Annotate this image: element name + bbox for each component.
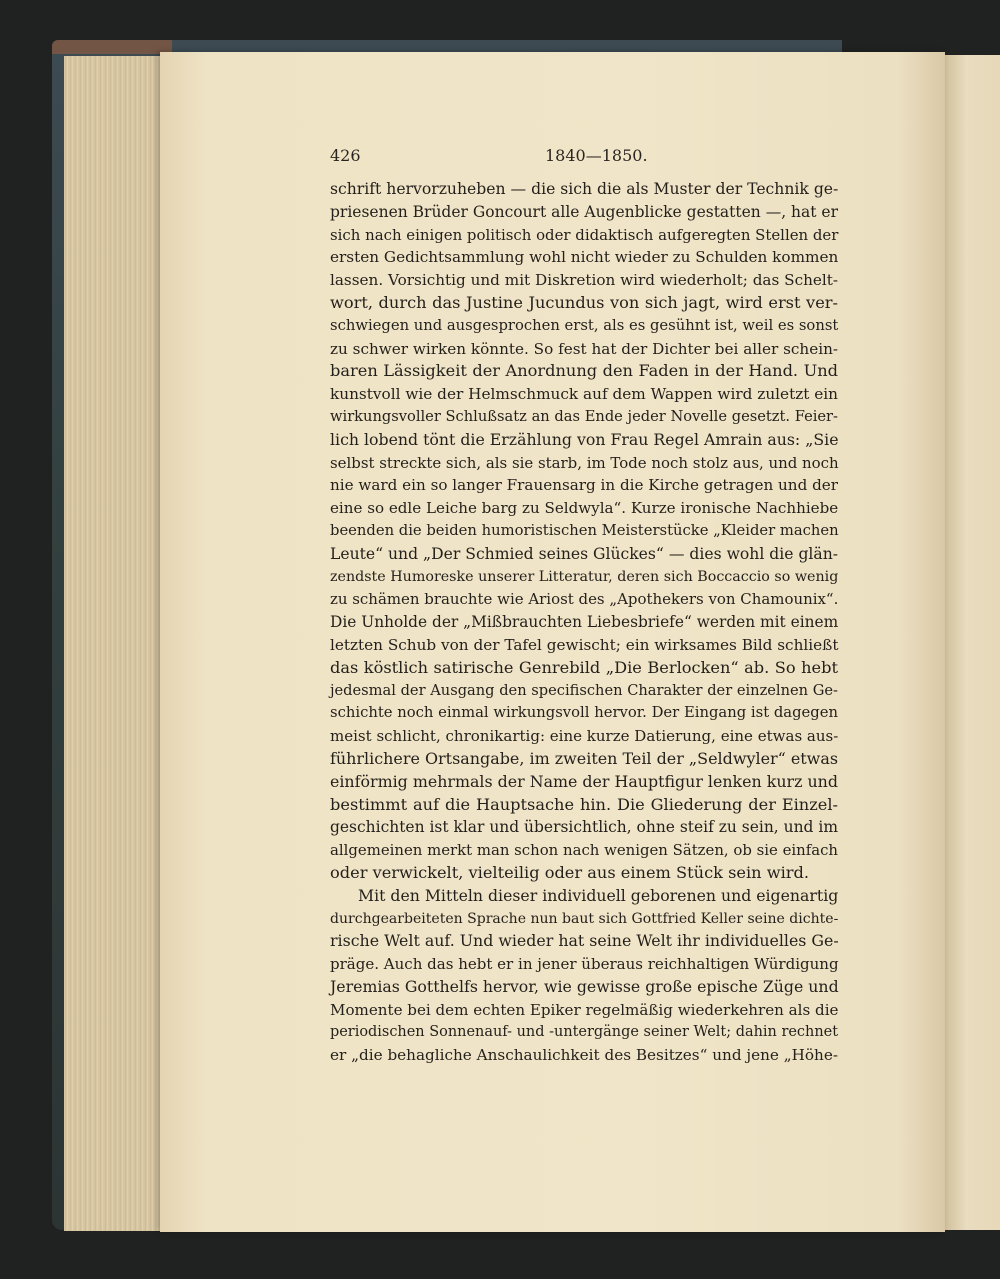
text-line: Momente bei dem echten Epiker regelmäßig wiederkehren als die	[330, 1000, 839, 1019]
facing-page-edge	[944, 55, 1000, 1230]
page-edges	[64, 56, 174, 1231]
text-line: ersten Gedichtsammlung wohl nicht wieder zu Schulden kommen	[330, 248, 839, 267]
text-line: schwiegen und ausgesprochen erst, als es gesühnt ist, weil es sonst	[330, 316, 839, 334]
text-line: geschichten ist klar und übersichtlich, ohne steif zu sein, und im	[330, 818, 838, 837]
text-line: Die Unholde der „Mißbrauchten Liebesbriefe“ werden mit einem	[330, 613, 839, 632]
text-line: sich nach einigen politisch oder didaktisch aufgeregten Stellen der	[330, 225, 839, 244]
text-line: beenden die beiden humoristischen Meisterstücke „Kleider machen	[330, 521, 839, 539]
text-line: rische Welt auf. Und wieder hat seine Welt ihr individuelles Ge-	[330, 931, 839, 951]
text-line: priesenen Brüder Goncourt alle Augenblicke gestatten —, hat er	[330, 202, 839, 221]
text-line: periodischen Sonnenauf- und -untergänge seiner Welt; dahin rechnet	[330, 1024, 838, 1041]
text-line: Leute“ und „Der Schmied seines Glückes“ — dies wohl die glän-	[330, 544, 838, 563]
text-line: kunstvoll wie der Helmschmuck auf dem Wappen wird zuletzt ein	[330, 385, 838, 404]
text-line: wort, durch das Justine Jucundus von sich jagt, wird erst ver-	[330, 292, 838, 312]
text-line: lich lobend tönt die Erzählung von Frau Regel Amrain aus: „Sie	[330, 429, 839, 449]
page-number: 426	[330, 146, 361, 165]
text-line: letzten Schub von der Tafel gewischt; ein wirksames Bild schließt	[330, 635, 839, 654]
text-line: zendste Humoreske unserer Litteratur, deren sich Boccaccio so wenig	[330, 568, 839, 585]
text-line: bestimmt auf die Hauptsache hin. Die Gliederung der Einzel-	[330, 794, 838, 814]
text-line: Mit den Mitteln dieser individuell geborenen und eigenartig	[358, 885, 839, 905]
text-line: lassen. Vorsichtig und mit Diskretion wird wiederholt; das Schelt-	[330, 271, 838, 290]
body-text	[330, 178, 838, 1067]
paragraph-1	[330, 178, 838, 885]
text-line: meist schlicht, chronikartig: eine kurze Datierung, eine etwas aus-	[330, 727, 839, 746]
text-line: durchgearbeiteten Sprache nun baut sich Gottfried Keller seine dichte-	[330, 910, 839, 927]
text-line: baren Lässigkeit der Anordnung den Faden in der Hand. Und	[330, 361, 838, 381]
running-head: 1840—1850.	[545, 146, 648, 165]
text-line: führlichere Ortsangabe, im zweiten Teil der „Seldwyler“ etwas	[330, 748, 838, 768]
text-line: einförmig mehrmals der Name der Hauptfigur lenken kurz und	[330, 771, 838, 791]
text-line: eine so edle Leiche barg zu Seldwyla“. Kurze ironische Nachhiebe	[330, 499, 839, 518]
text-line: schrift hervorzuheben — die sich die als Muster der Technik ge-	[330, 180, 839, 198]
text-line: er „die behagliche Anschaulichkeit des Besitzes“ und jene „Höhe-	[330, 1046, 838, 1065]
text-line: präge. Auch das hebt er in jener überaus reichhaltigen Würdigung	[330, 955, 839, 974]
text-line: jedesmal der Ausgang den specifischen Charakter der einzelnen Ge-	[330, 681, 838, 699]
text-line: das köstlich satirische Genrebild „Die Berlocken“ ab. So hebt	[330, 657, 838, 677]
page-header	[330, 146, 838, 168]
text-line: zu schwer wirken könnte. So fest hat der Dichter bei aller schein-	[330, 339, 838, 358]
paragraph-2	[330, 885, 838, 1067]
text-line: oder verwickelt, vielteilig oder aus einem Stück sein wird.	[330, 862, 810, 882]
text-line: schichte noch einmal wirkungsvoll hervor. Der Eingang ist dagegen	[330, 704, 838, 722]
text-line: nie ward ein so langer Frauensarg in die Kirche getragen und der	[330, 476, 839, 495]
text-line: zu schämen brauchte wie Ariost des „Apothekers von Chamounix“.	[330, 590, 839, 609]
text-line: wirkungsvoller Schlußsatz an das Ende jeder Novelle gesetzt. Feier-	[330, 407, 838, 425]
text-line: allgemeinen merkt man schon nach wenigen Sätzen, ob sie einfach	[330, 841, 838, 860]
text-line: Jeremias Gotthelfs hervor, wie gewisse große epische Züge und	[330, 976, 839, 996]
text-line: selbst streckte sich, als sie starb, im Tode noch stolz aus, und noch	[330, 453, 839, 472]
cover-spine-edge	[52, 40, 172, 54]
